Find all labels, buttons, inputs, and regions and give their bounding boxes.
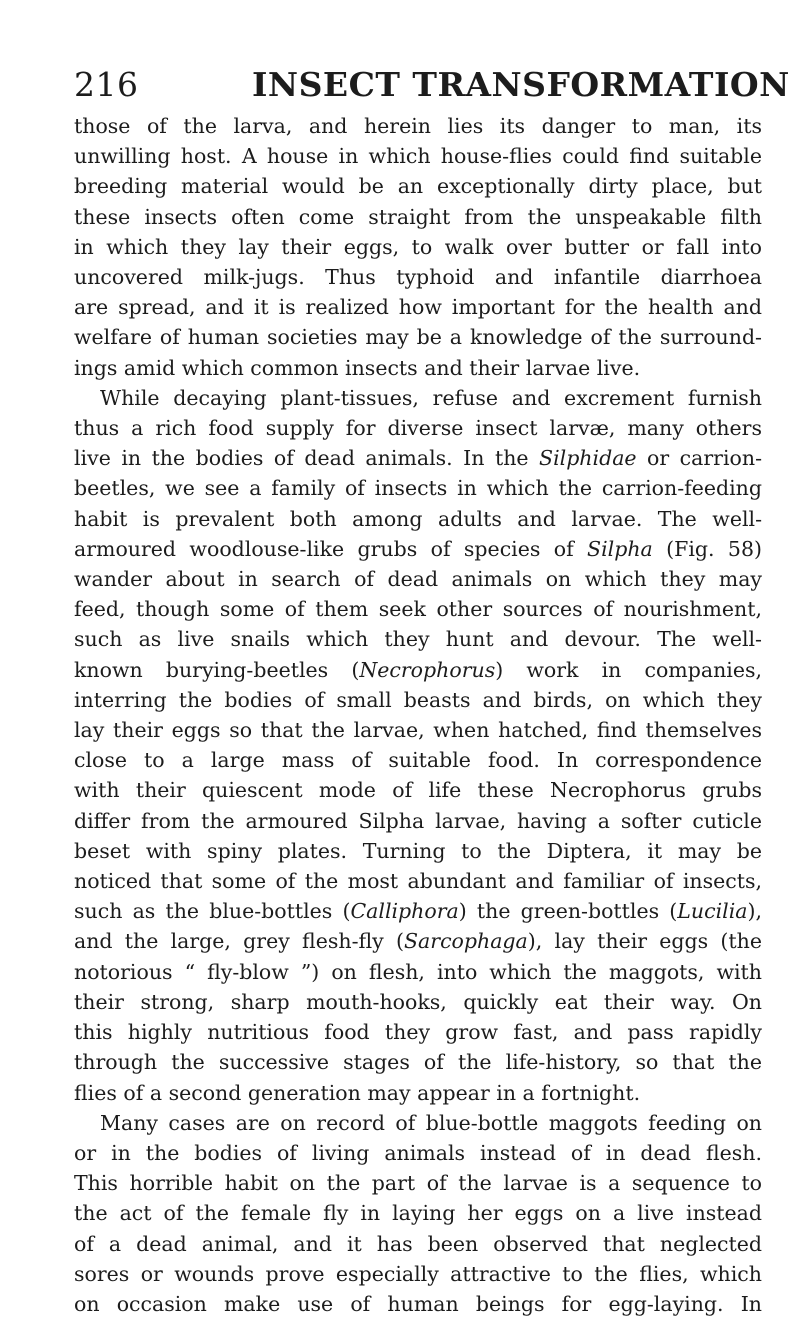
body-text [74,111,762,1319]
text-line: beetles, we see a family of insects in which the carrion-feeding [74,476,762,501]
text-line: wander about in search of dead animals on which they may [74,567,762,592]
text-line: those of the larva, and herein lies its danger to man, its [74,114,762,138]
text-line: and the large, grey flesh-fly (Sarcophaga), lay their eggs (the [74,929,762,954]
text-line: Many cases are on record of blue-bottle maggots feeding on [100,1110,762,1135]
text-line: these insects often come straight from the unspeakable filth [74,204,762,229]
text-line: close to a large mass of suitable food. In correspondence [74,748,762,773]
paragraph-1 [74,111,762,383]
text-line: armoured woodlouse-like grubs of species of Silpha (Fig. 58) [74,536,762,561]
text-line: or in the bodies of living animals instead of in dead flesh. [74,1140,762,1165]
text-line: known burying-beetles (Necrophorus) work in companies, [74,657,762,682]
text-line: breeding material would be an exceptionally dirty place, but [74,174,763,199]
paragraph-3 [74,1108,762,1319]
text-line: sores or wounds prove especially attractive to the flies, which [74,1261,762,1286]
text-line: on occasion make use of human beings for egg-laying. In [74,1291,763,1316]
page-header-title: INSECT TRANSFORMATION [252,65,790,104]
text-line: with their quiescent mode of life these Necrophorus grubs [74,778,762,803]
text-line: in which they lay their eggs, to walk over butter or fall into [74,234,763,259]
text-line: interring the bodies of small beasts and birds, on which they [74,687,762,712]
text-line: While decaying plant-tissues, refuse and excrement furnish [100,385,762,410]
paragraph-2 [74,383,762,1108]
text-line: notorious “ fly-blow ”) on flesh, into which the maggots, with [74,959,762,984]
text-line: through the successive stages of the life-history, so that the [74,1050,762,1075]
text-line: such as the blue-bottles (Calliphora) the green-bottles (Lucilia), [74,899,762,924]
text-line: unwilling host. A house in which house-flies could find suitable [74,144,762,169]
text-line: thus a rich food supply for diverse insect larvæ, many others [74,416,762,441]
text-line: live in the bodies of dead animals. In the Silphidae or carrion- [74,446,763,471]
text-line: the act of the female fly in laying her eggs on a live instead [74,1201,763,1226]
text-line: beset with spiny plates. Turning to the Diptera, it may be [74,838,762,863]
running-head [74,55,790,111]
text-line: flies of a second generation may appear in a fortnight. [74,1080,641,1105]
book-page [40,55,790,1319]
text-line: habit is prevalent both among adults and larvae. The well- [74,506,763,531]
text-line: uncovered milk-jugs. Thus typhoid and infantile diarrhoea [74,265,762,290]
text-line: their strong, sharp mouth-hooks, quickly eat their way. On [74,989,762,1014]
text-line: ings amid which common insects and their larvae live. [74,355,641,380]
text-line: noticed that some of the most abundant and familiar of insects, [74,869,763,894]
text-line: are spread, and it is realized how important for the health and [74,295,762,320]
text-line: such as live snails which they hunt and devour. The well- [74,627,762,652]
page-number: 216 [74,65,139,104]
text-line: of a dead animal, and it has been observed that neglected [74,1231,762,1256]
text-line: welfare of human societies may be a knowledge of the surround- [74,325,762,350]
text-line: lay their eggs so that the larvae, when hatched, find themselves [74,718,763,743]
text-line: feed, though some of them seek other sources of nourishment, [74,597,762,622]
text-line: this highly nutritious food they grow fast, and pass rapidly [74,1020,762,1045]
text-line: This horrible habit on the part of the larvae is a sequence to [74,1171,762,1196]
text-line: differ from the armoured Silpha larvae, having a softer cuticle [74,808,762,833]
